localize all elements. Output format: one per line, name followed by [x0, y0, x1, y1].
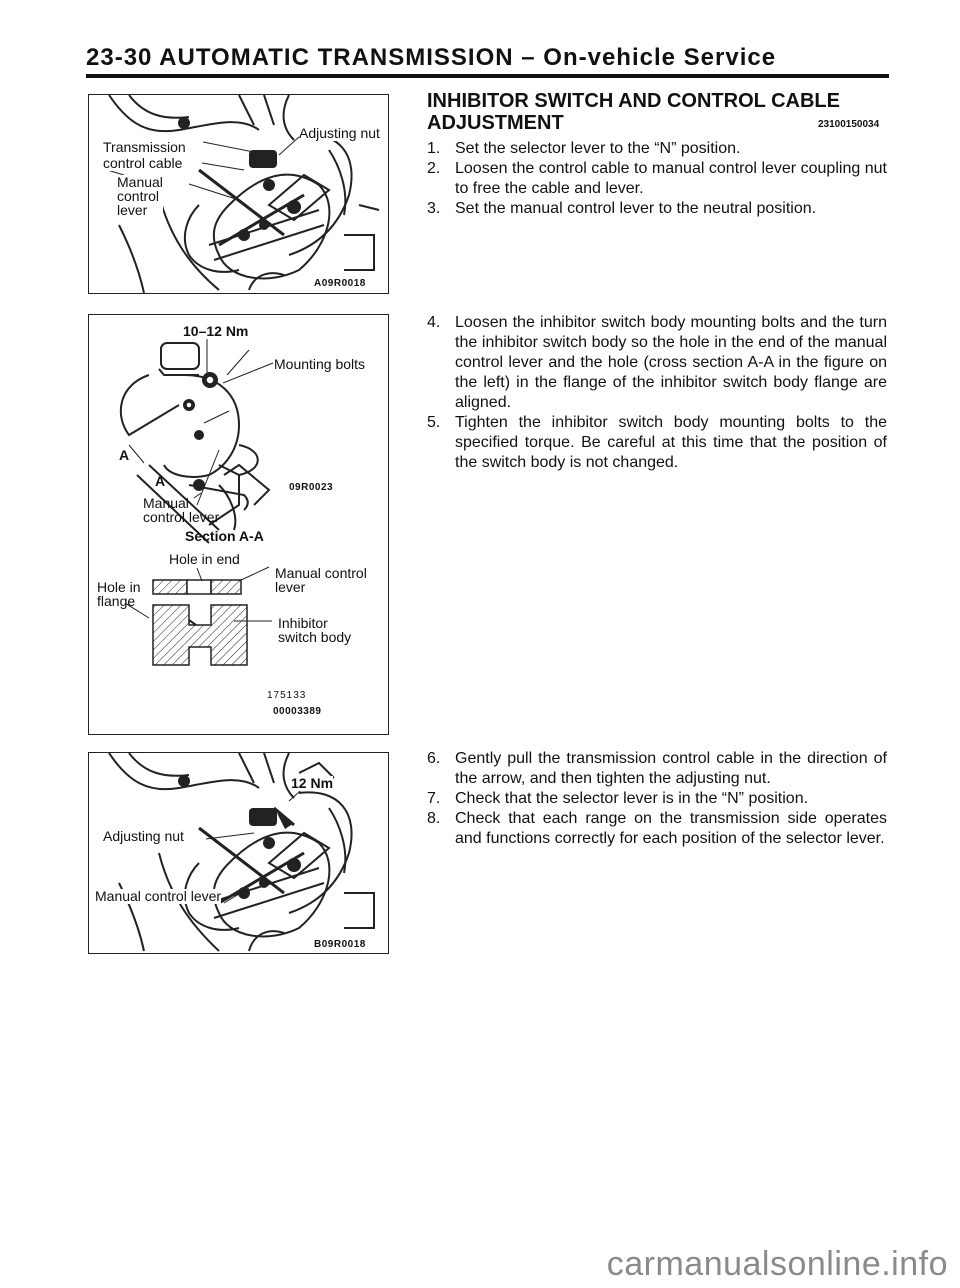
step-item: 3. Set the manual control lever to the neutral position.: [427, 200, 817, 217]
torque-spec: 12 Nm: [291, 775, 334, 791]
figure-inhibitor-switch: [88, 314, 389, 735]
label-mounting-bolts: Mounting bolts: [274, 356, 366, 372]
label-transmission-cable: Transmission control cable: [103, 139, 186, 171]
section-title: Section A-A: [185, 528, 264, 544]
document-code: 23100150034: [818, 119, 880, 130]
label-manual-control-lever: Manual control lever: [275, 565, 367, 595]
step-item: 1. Set the selector lever to the “N” position.: [427, 140, 741, 157]
torque-spec: 10–12 Nm: [183, 323, 249, 339]
step-item: 5. Tighten the inhibitor switch body mounting bolts to the specified torque. Be careful at this time that the position of the switch body is not changed.: [427, 414, 887, 471]
step-item: 8. Check that each range on the transmission side operates and functions correctly for each position of the selector lever.: [427, 810, 887, 847]
label-hole-in-flange: Hole in flange: [97, 579, 141, 609]
figure-code-top: 09R0023: [289, 482, 334, 493]
figure-code: B09R0018: [314, 939, 366, 950]
step-item: 4. Loosen the inhibitor switch body mounting bolts and the turn the inhibitor switch body so the hole in the end of the manual control lever and the hole (cross section A-A in the figure on the left) in the flange of the inhibitor switch body flange are aligned.: [427, 314, 887, 411]
figure-code-small: 175133: [267, 690, 307, 701]
step-item: 7. Check that the selector lever is in the “N” position.: [427, 790, 809, 807]
page-header: 23-30 AUTOMATIC TRANSMISSION – On-vehicle Service: [86, 44, 777, 71]
label-hole-in-end: Hole in end: [169, 551, 240, 567]
step-list-group-2: [427, 313, 887, 473]
label-adjusting-nut: Adjusting nut: [103, 828, 184, 844]
label-inhibitor-switch-body: Inhibitor switch body: [278, 615, 352, 645]
section-mark-a-bottom: A: [155, 473, 166, 489]
label-manual-lever: Manual control lever: [95, 888, 222, 904]
label-manual-lever: Manual control lever: [143, 495, 220, 525]
page-title: INHIBITOR SWITCH AND CONTROL CABLE ADJUSTMENT: [427, 90, 840, 134]
figure-cable-tighten-drawing: [89, 753, 388, 953]
step-item: 6. Gently pull the transmission control cable in the direction of the arrow, and then tighten the adjusting nut.: [427, 750, 887, 787]
step-item: 2. Loosen the control cable to manual control lever coupling nut to free the cable and lever.: [427, 160, 887, 197]
watermark: carmanualsonline.info: [606, 1245, 948, 1283]
figure-inhibitor-switch-drawing: [89, 315, 388, 734]
step-list-group-3: [427, 749, 887, 849]
header-rule: [86, 74, 889, 78]
figure-code: A09R0018: [314, 278, 366, 289]
figure-cable-tighten: [88, 752, 389, 954]
label-adjusting-nut: Adjusting nut: [299, 125, 380, 141]
section-mark-a-left: A: [119, 447, 130, 463]
step-list-group-1: [427, 139, 887, 219]
label-manual-lever: Manual control lever: [117, 174, 163, 218]
figure-cable-adjust: [88, 94, 389, 294]
figure-code-bottom: 00003389: [273, 706, 322, 717]
